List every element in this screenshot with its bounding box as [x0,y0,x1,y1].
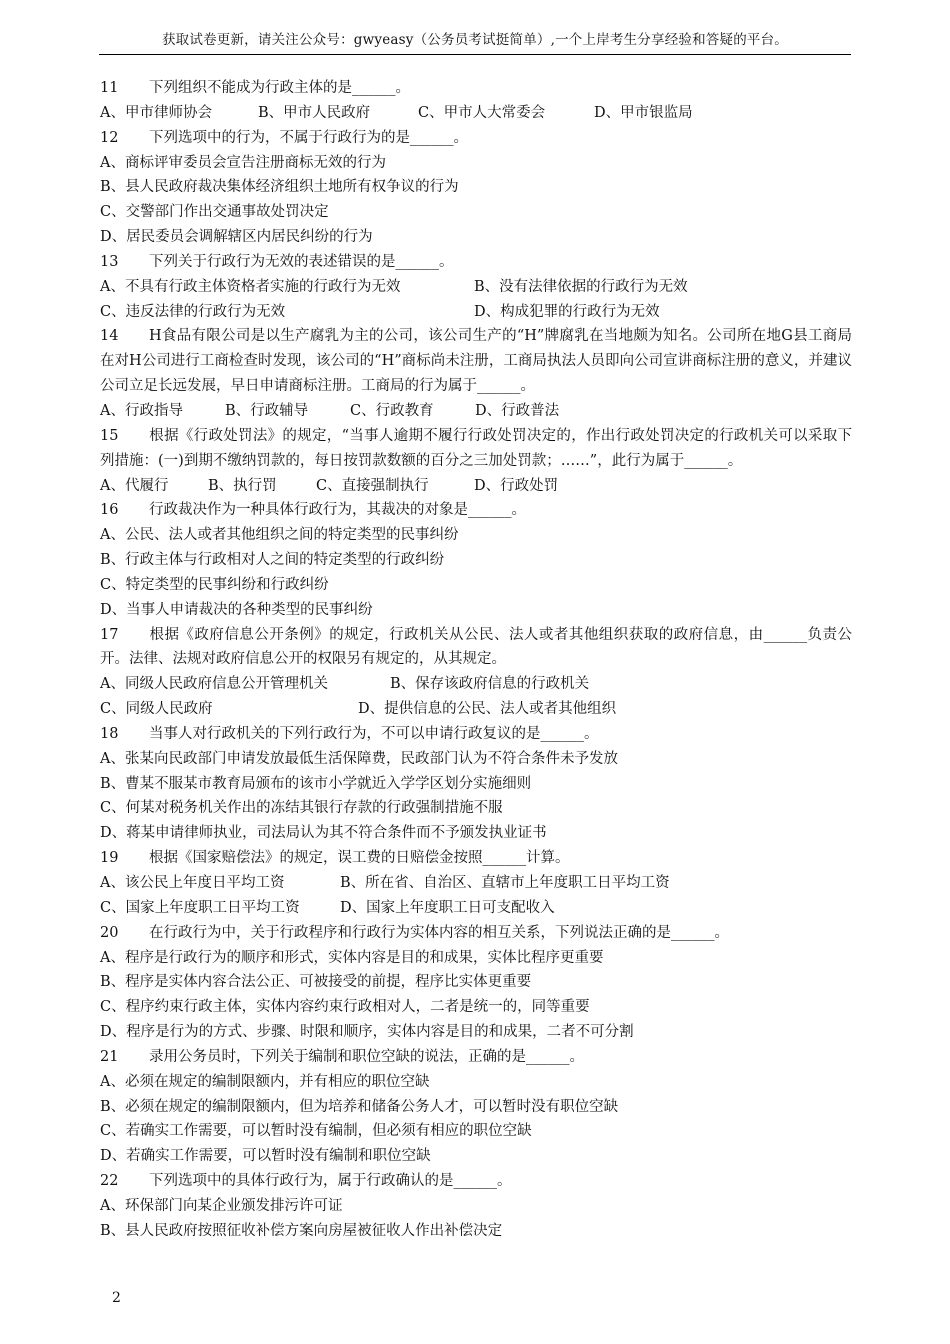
question-text: 下列选项中的具体行政行为，属于行政确认的是______。 [149,1173,512,1190]
option-row: C、交警部门作出交通事故处罚决定 [100,204,329,221]
option: D、提供信息的公民、法人或者其他组织 [358,701,617,718]
option-row: C、若确实工作需要，可以暂时没有编制，但必须有相应的职位空缺 [100,1123,532,1140]
option: C、国家上年度职工日平均工资 [100,899,300,916]
page-header: 获取试卷更新，请关注公众号：gwyeasy（公务员考试挺简单）,一个上岸考生分享经验和答疑的平台。 [161,32,788,48]
question-number: 19 [100,850,119,867]
option: C、甲市人大常委会 [418,104,546,121]
option: C、行政教育 [350,402,434,419]
question-stem [100,722,852,747]
question-stem [100,126,852,151]
option: A、甲市律师协会 [100,104,212,121]
option-row [100,399,852,424]
question-text: 录用公务员时，下列关于编制和职位空缺的说法，正确的是______。 [149,1048,584,1065]
option: A、同级人民政府信息公开管理机关 [100,676,328,693]
question-stem [100,1045,852,1070]
option-row: C、何某对税务机关作出的冻结其银行存款的行政强制措施不服 [100,800,503,817]
option: B、保存该政府信息的行政机关 [390,676,590,693]
option: B、执行罚 [208,477,277,494]
option-row: A、必须在规定的编制限额内，并有相应的职位空缺 [100,1073,430,1090]
option-row: D、蒋某申请律师执业，司法局认为其不符合条件而不予颁发执业证书 [100,825,547,842]
question-stem [100,76,852,101]
option: D、甲市银监局 [594,104,693,121]
option: A、代履行 [100,477,169,494]
question-stem [100,846,852,871]
option-row [100,474,852,499]
question-text: 在行政行为中，关于行政程序和行政行为实体内容的相互关系，下列说法正确的是______。 [149,924,729,941]
question-number: 13 [100,253,119,270]
question-number: 18 [100,725,119,742]
option-row [100,896,852,921]
option: D、行政普法 [475,402,560,419]
question-stem [100,921,852,946]
option-row [100,871,852,896]
question-stem [100,498,852,523]
option-row: B、县人民政府按照征收补偿方案向房屋被征收人作出补偿决定 [100,1222,503,1239]
option-row: A、商标评审委员会宣告注册商标无效的行为 [100,154,386,171]
option: D、构成犯罪的行政行为无效 [474,303,660,320]
question-number: 11 [100,80,119,96]
option: C、违反法律的行政行为无效 [100,303,286,320]
question-number: 16 [100,502,119,519]
option-row: C、程序约束行政主体，实体内容约束行政相对人，二者是统一的，同等重要 [100,999,590,1016]
option-row: A、张某向民政部门申请发放最低生活保障费，民政部门认为不符合条件未予发放 [100,750,618,767]
option-row: A、程序是行政行为的顺序和形式，实体内容是目的和成果，实体比程序更重要 [100,949,604,966]
option-row: A、环保部门向某企业颁发排污许可证 [100,1197,343,1214]
option: A、行政指导 [100,402,183,419]
option: B、甲市人民政府 [258,104,371,121]
option: B、所在省、自治区、直辖市上年度职工日平均工资 [340,875,670,891]
question-text: 根据《政府信息公开条例》的规定，行政机关从公民、法人或者其他组织获取的政府信息，由______负责公开。法律、法规对政府信息公开的权限另有规定的，从其规定。 [100,626,852,668]
option-row [100,101,852,126]
question-text: H食品有限公司是以生产腐乳为主的公司，该公司生产的“H”牌腐乳在当地颇为知名。公司所在地G县工商局在对H公司进行工商检查时发现，该公司的“H”商标尚未注册，工商局执法人员即向公司宣讲商标注册的意义，并建议公司立足长远发展，早日申请商标注册。工商局的行为属于______。 [100,328,852,395]
option-row: A、公民、法人或者其他组织之间的特定类型的民事纠纷 [100,527,459,544]
question-text: 根据《国家赔偿法》的规定，误工费的日赔偿金按照______计算。 [149,850,570,867]
option: D、国家上年度职工日可支配收入 [340,899,555,916]
question-number: 14 [100,328,119,345]
question-text: 下列选项中的行为，不属于行政行为的是______。 [149,129,468,146]
question-text: 当事人对行政机关的下列行政行为，不可以申请行政复议的是______。 [149,725,599,742]
question-text: 下列组织不能成为行政主体的是______。 [149,80,410,96]
question-number: 22 [100,1173,119,1190]
question-number: 21 [100,1048,119,1065]
question-stem [100,324,852,399]
option-row: D、居民委员会调解辖区内居民纠纷的行为 [100,229,373,246]
question-text: 行政裁决作为一种具体行政行为，其裁决的对象是______。 [149,502,526,519]
page-number: 2 [112,1290,121,1306]
question-list [100,76,852,1244]
option-row: B、县人民政府裁决集体经济组织土地所有权争议的行为 [100,179,459,196]
option: D、行政处罚 [474,477,559,494]
question-number: 12 [100,129,119,146]
option-row [100,697,852,722]
question-stem [100,623,852,673]
option-row [100,275,852,300]
question-text: 下列关于行政行为无效的表述错误的是______。 [149,253,454,270]
option: B、行政辅导 [225,402,309,419]
option-row: B、曹某不服某市教育局颁布的该市小学就近入学学区划分实施细则 [100,775,532,792]
option: B、没有法律依据的行政行为无效 [474,278,688,295]
option-row [100,672,852,697]
question-stem [100,250,852,275]
option-row: D、程序是行为的方式、步骤、时限和顺序，实体内容是目的和成果，二者不可分割 [100,1024,634,1041]
header-divider [99,54,851,55]
option-row: C、特定类型的民事纠纷和行政纠纷 [100,576,329,593]
option-row: B、程序是实体内容合法公正、可被接受的前提，程序比实体更重要 [100,974,532,991]
question-number: 17 [100,626,119,643]
question-number: 20 [100,924,119,941]
question-stem [100,1169,852,1194]
option-row: B、必须在规定的编制限额内，但为培养和储备公务人才，可以暂时没有职位空缺 [100,1098,619,1115]
option: A、该公民上年度日平均工资 [100,875,285,891]
option-row: D、若确实工作需要，可以暂时没有编制和职位空缺 [100,1148,431,1165]
question-text: 根据《行政处罚法》的规定，“当事人逾期不履行行政处罚决定的，作出行政处罚决定的行政机关可以采取下列措施：(一)到期不缴纳罚款的，每日按罚款数额的百分之三加处罚款；……”，此行为属于______。 [100,427,852,469]
option: C、同级人民政府 [100,701,213,718]
question-number: 15 [100,427,119,444]
option: C、直接强制执行 [316,477,429,494]
option-row [100,300,852,325]
option-row: B、行政主体与行政相对人之间的特定类型的行政纠纷 [100,552,445,569]
question-stem [100,424,852,474]
option-row: D、当事人申请裁决的各种类型的民事纠纷 [100,601,373,618]
option: A、不具有行政主体资格者实施的行政行为无效 [100,278,401,295]
